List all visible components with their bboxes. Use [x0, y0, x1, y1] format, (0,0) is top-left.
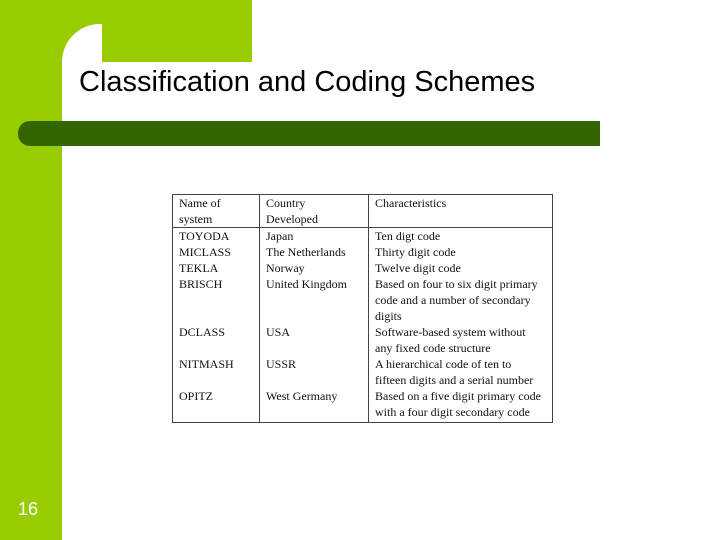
column-header-country: [260, 195, 369, 228]
header-text: system: [179, 212, 213, 226]
table-row: [173, 244, 553, 260]
slide-title: Classification and Coding Schemes: [79, 66, 536, 98]
cell-name: [173, 276, 260, 324]
cell-country: [260, 260, 369, 276]
cell-country: [260, 228, 369, 245]
cell-country: [260, 356, 369, 388]
cell-characteristics: [369, 260, 553, 276]
cell-country: [260, 388, 369, 423]
cell-text: fifteen digits and a serial number: [375, 373, 534, 387]
cell-characteristics: [369, 324, 553, 356]
cell-name: [173, 244, 260, 260]
cell-text: digits: [375, 309, 402, 323]
cell-text: Thirty digit code: [375, 245, 456, 259]
cell-text: United Kingdom: [266, 277, 347, 291]
header-text: Developed: [266, 212, 318, 226]
cell-text: DCLASS: [179, 325, 226, 339]
table-body: [173, 228, 553, 423]
cell-name: [173, 228, 260, 245]
table-row: [173, 276, 553, 324]
cell-text: with a four digit secondary code: [375, 405, 530, 419]
cell-text: USA: [266, 325, 291, 339]
cell-name: [173, 260, 260, 276]
cell-text: any fixed code structure: [375, 341, 491, 355]
table-row: [173, 260, 553, 276]
cell-text: Ten digt code: [375, 229, 441, 243]
cell-name: [173, 324, 260, 356]
cell-text: TOYODA: [179, 229, 230, 243]
cell-text: Twelve digit code: [375, 261, 461, 275]
cell-characteristics: [369, 228, 553, 245]
cell-characteristics: [369, 356, 553, 388]
cell-text: BRISCH: [179, 277, 223, 291]
cell-text: code and a number of secondary: [375, 293, 531, 307]
cell-text: MICLASS: [179, 245, 232, 259]
table-row: [173, 388, 553, 423]
cell-text: Based on four to six digit primary: [375, 277, 538, 291]
title-underline-bar: [18, 121, 600, 146]
cell-country: [260, 324, 369, 356]
cell-text: Based on a five digit primary code: [375, 389, 541, 403]
header-text: Country: [266, 196, 306, 210]
cell-text: Software-based system without: [375, 325, 526, 339]
cell-characteristics: [369, 276, 553, 324]
cell-text: A hierarchical code of ten to: [375, 357, 512, 371]
accent-left-bar: [0, 0, 62, 540]
cell-name: [173, 388, 260, 423]
slide-number: [18, 500, 62, 508]
column-header-characteristics: [369, 195, 553, 228]
cell-text: Japan: [266, 229, 294, 243]
table-header-row: [173, 195, 553, 228]
table-row: [173, 228, 553, 245]
header-text: Characteristics: [375, 196, 447, 210]
cell-text: TEKLA: [179, 261, 219, 275]
cell-text: OPITZ: [179, 389, 213, 403]
cell-text: NITMASH: [179, 357, 234, 371]
cell-characteristics: [369, 244, 553, 260]
cell-text: West Germany: [266, 389, 338, 403]
cell-text: Norway: [266, 261, 305, 275]
column-header-name: [173, 195, 260, 228]
header-text: Name of: [179, 196, 221, 210]
cell-text: USSR: [266, 357, 297, 371]
table-row: [173, 356, 553, 388]
table-row: [173, 324, 553, 356]
cell-name: [173, 356, 260, 388]
coding-schemes-table: [172, 194, 553, 423]
accent-top-block: [0, 0, 252, 62]
cell-country: [260, 276, 369, 324]
cell-text: The Netherlands: [266, 245, 346, 259]
cell-country: [260, 244, 369, 260]
cell-characteristics: [369, 388, 553, 423]
